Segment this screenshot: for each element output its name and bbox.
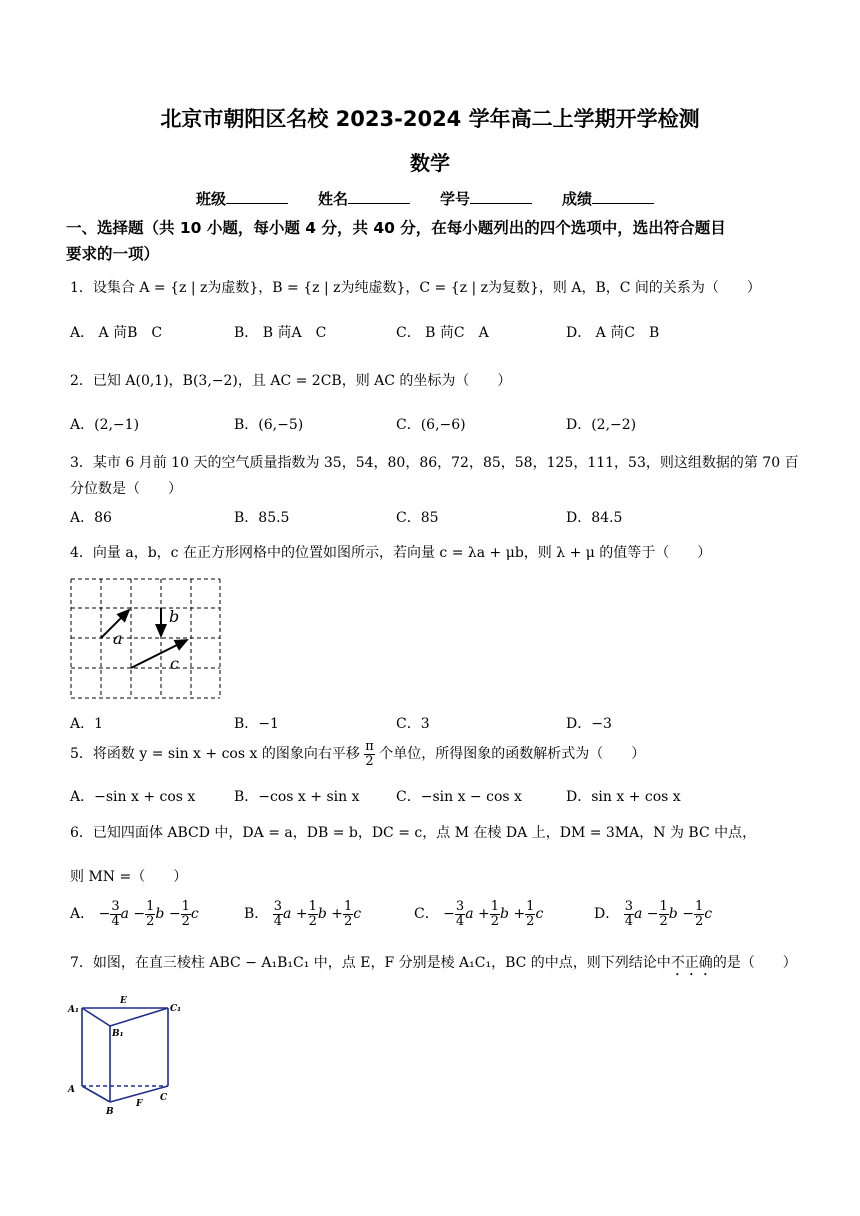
q5-option-d: D．sin x + cos x: [566, 789, 681, 805]
question-3-line2: 分位数是（ ）: [70, 481, 182, 497]
q6-option-b: B． $\frac{3}{4}$ a + $\frac{1}{2}$ b + $\frac{1}{2}$ c: [244, 899, 362, 929]
question-number: 1．: [70, 280, 93, 296]
info-field-score: [562, 188, 654, 209]
info-label-name: 姓名: [318, 190, 349, 208]
question-number: 7．: [70, 955, 93, 971]
q3-option-d: D．84.5: [566, 510, 623, 526]
question-3: [70, 452, 799, 472]
question-number: 2．: [70, 373, 93, 389]
question-6-line2: 则 MN =（ ）: [70, 869, 188, 885]
vertex-b1-label: B₁: [112, 1029, 124, 1039]
q6-option-c: C． − $\frac{3}{4}$ a + $\frac{1}{2}$ b + $\frac{1}{2}$ c: [414, 899, 544, 929]
info-field-class: [196, 188, 288, 209]
question-text: 已知四面体 ABCD 中，DA = a，DB = b，DC = c，点 M 在棱 DA 上，DM = 3MA，N 为 BC 中点，: [92, 825, 757, 841]
q5-option-a: A．−sin x + cos x: [70, 789, 196, 805]
info-label-number: 学号: [440, 190, 471, 208]
number-blank: [470, 189, 532, 204]
vector-c-label: c: [170, 654, 179, 673]
class-blank: [226, 189, 288, 204]
question-number: 3．: [70, 455, 93, 471]
emphasis-text: 不正确: [670, 955, 713, 971]
q4-option-d: D．−3: [566, 716, 612, 732]
info-field-number: [440, 188, 532, 209]
question-text: 某市 6 月前 10 天的空气质量指数为 35，54，80，86，72，85，58，125，111，53，则这组数据的第 70 百: [92, 455, 799, 471]
q3-option-b: B．85.5: [234, 510, 290, 526]
point-e-label: E: [120, 996, 127, 1006]
q4-option-b: B．−1: [234, 716, 279, 732]
vertex-a-label: A: [68, 1085, 75, 1095]
vector-b-label: b: [169, 607, 180, 626]
prism-figure: [64, 990, 194, 1120]
q4-option-c: C．3: [396, 716, 430, 732]
q6-option-d: D． $\frac{3}{4}$ a − $\frac{1}{2}$ b − $\frac{1}{2}$ c: [594, 899, 713, 929]
question-text-post: 的是（ ）: [712, 955, 797, 971]
q4-option-a: A．1: [70, 716, 104, 732]
q1-option-a: A． A 苘B C: [70, 325, 163, 341]
info-field-name: [318, 188, 410, 209]
vertex-b-label: B: [106, 1107, 114, 1117]
score-blank: [592, 189, 654, 204]
pi-over-2-fraction: $\frac{\pi}{2}$: [365, 739, 374, 769]
q3-option-c: C．85: [396, 510, 439, 526]
q3-option-a: A．86: [70, 510, 112, 526]
question-6: [70, 822, 756, 842]
q2-option-a: A．(2,−1): [70, 417, 140, 433]
section-heading-line1: 一、选择题（共 10 小题，每小题 4 分，共 40 分，在每小题列出的四个选项中，选出符合题目: [66, 219, 726, 237]
q2-option-b: B．(6,−5): [234, 417, 304, 433]
question-5: [70, 740, 645, 768]
q1-option-c: C． B 苘C A: [396, 325, 489, 341]
q2-option-c: C．(6,−6): [396, 417, 466, 433]
question-text-pre: 如图，在直三棱柱 ABC − A₁B₁C₁ 中，点 E，F 分别是棱 A₁C₁，BC 的中点，则下列结论中: [92, 955, 671, 971]
question-text: 设集合 A = {z | z为虚数}，B = {z | z为纯虚数}，C = {z | z为复数}，则 A，B，C 间的关系为（ ）: [92, 280, 761, 296]
q2-option-d: D．(2,−2): [566, 417, 637, 433]
q5-option-c: C．−sin x − cos x: [396, 789, 522, 805]
vector-a-label: a: [113, 629, 123, 648]
subject-title: 数学: [410, 151, 450, 175]
section-heading-line2: 要求的一项）: [66, 245, 160, 263]
q6-option-a: A． − $\frac{3}{4}$ a − $\frac{1}{2}$ b − $\frac{1}{2}$ c: [70, 899, 199, 929]
info-label-score: 成绩: [562, 190, 593, 208]
question-number: 6．: [70, 825, 93, 841]
question-number: 5．: [70, 746, 93, 763]
question-text-post: 个单位，所得图象的函数解析式为（ ）: [379, 746, 646, 763]
question-2: [70, 370, 511, 390]
point-f-label: F: [136, 1099, 143, 1109]
vertex-c-label: C: [160, 1093, 168, 1103]
question-number: 4．: [70, 545, 93, 561]
question-text: 已知 A(0,1)，B(3,−2)，且 AC = 2CB，则 AC 的坐标为（ ）: [92, 373, 512, 389]
q5-option-b: B．−cos x + sin x: [234, 789, 360, 805]
dashed-grid: [71, 579, 220, 698]
q1-option-b: B． B 苘A C: [234, 325, 327, 341]
question-1: [70, 277, 761, 297]
prism-edges: [82, 1008, 168, 1102]
page-title: 北京市朝阳区名校 2023-2024 学年高二上学期开学检测: [160, 107, 700, 131]
name-blank: [348, 189, 410, 204]
vertex-a1-label: A₁: [68, 1005, 79, 1015]
question-text-pre: 将函数 y = sin x + cos x 的图象向右平移: [92, 746, 360, 763]
question-4: [70, 542, 711, 562]
vector-grid-figure: [70, 578, 222, 700]
question-text: 向量 a，b，c 在正方形网格中的位置如图所示，若向量 c = λa + μb，则 λ + μ 的值等于（ ）: [92, 545, 712, 561]
vertex-c1-label: C₁: [170, 1004, 182, 1014]
question-7: [70, 952, 797, 979]
q1-option-d: D． A 苘C B: [566, 325, 660, 341]
info-label-class: 班级: [196, 190, 227, 208]
